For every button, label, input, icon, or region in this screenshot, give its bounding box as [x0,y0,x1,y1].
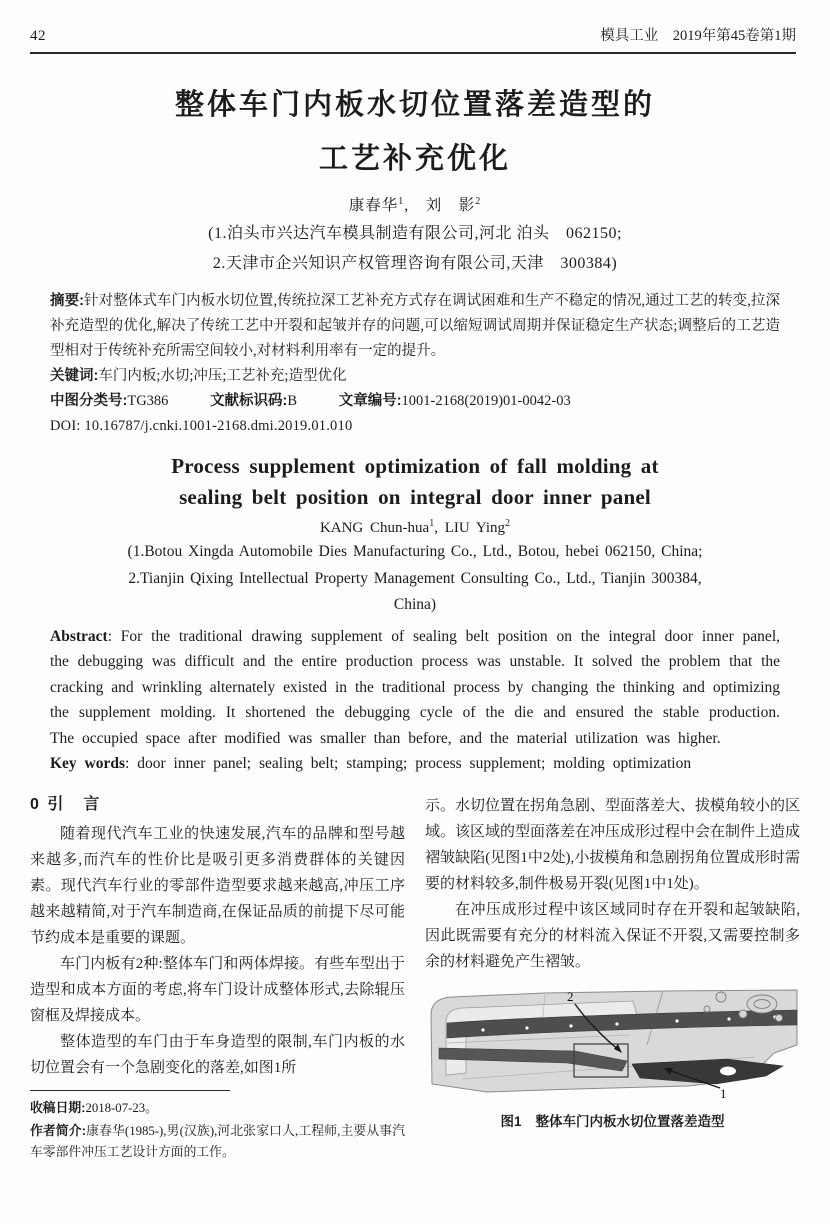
doc-code-value: B [287,393,298,409]
abstract-en-label: Abstract [50,627,108,645]
author-bio-value: 康春华(1985-),男(汉族),河北张家口人,工程师,主要从事汽车零部件冲压工艺设计方面的工作。 [30,1123,406,1159]
authors-zh-separator: , [404,197,426,214]
body-paragraph: 整体造型的车门由于车身造型的限制,车门内板的水切位置会有一个急剧变化的落差,如图1所 [30,1034,405,1076]
article-title-zh [0,78,830,186]
title-zh-line2: 工艺补充优化 [318,143,511,175]
abstract-en [50,624,780,752]
author-zh-1-sup: 1 [398,195,405,207]
right-column [425,793,800,1214]
abstract-zh [50,289,780,364]
author-en-1-sup: 1 [429,518,435,529]
figure-label-1: 1 [720,1086,727,1099]
english-meta-block [50,624,780,777]
abstract-zh-text: 针对整体式车门内板水切位置,传统拉深工艺补充方式存在调试困难和生产不稳定的情况,通过工艺的转变,拉深补充造型的优化,解决了传统工艺中开裂和起皱并存的问题,可以缩短调试周期并保证稳定生产状态;调整后的工艺造型相对于传统补充所需空间较小,对材料利用率有一定的提升。 [50,293,780,359]
body-paragraph: 随着现代汽车工业的快速发展,汽车的品牌和型号越来越多,而汽车的性价比是吸引更多消费群体的关键因素。现代汽车行业的零部件造型要求越来越高,冲压工序越来越精简,对于汽车制造商,在保证品质的前提下尽可能节约成本是重要的课题。 [30,826,405,946]
article-title-en [0,451,830,513]
author-zh-2: 刘 影 [425,197,476,214]
front-matter [0,78,830,777]
received-date-label: 收稿日期: [30,1100,86,1115]
figure-1 [425,987,800,1135]
doi: DOI: 10.16787/j.cnki.1001-2168.dmi.2019.01.010 [50,418,353,434]
body-paragraph: 在冲压成形过程中该区域同时存在开裂和起皱缺陷,因此既需要有充分的材料流入保证不开裂,又需要控制多余的材料避免产生褶皱。 [425,902,800,970]
title-zh-line1: 整体车门内板水切位置落差造型的 [174,89,655,121]
article-id-label: 文章编号: [338,393,402,409]
keywords-en [50,751,780,777]
clc-value: TG386 [127,393,169,409]
author-en-2-sup: 2 [505,518,511,529]
keywords-en-label: Key words [50,755,126,772]
affiliations-zh [0,219,830,279]
affiliation-en-3: China) [393,596,437,613]
figure-caption-text: 整体车门内板水切位置落差造型 [535,1114,725,1129]
affiliation-en-1: (1.Botou Xingda Automobile Dies Manufacturing Co., Ltd., Botou, hebei 062150, China; [127,543,703,560]
classification-row [50,389,780,414]
author-zh-2-sup: 2 [475,195,482,207]
clc-label: 中图分类号: [50,393,128,409]
figure-caption [425,1109,800,1135]
figure-label-2: 2 [567,989,574,1004]
keywords-zh-label: 关键词: [50,368,99,384]
figure-tag: 图1 [500,1114,522,1129]
article-id-pair [339,389,571,414]
affiliation-zh-1: (1.泊头市兴达汽车模具制造有限公司,河北 泊头 062150; [208,225,622,242]
chinese-meta-block [50,289,780,439]
title-en-line1: Process supplement optimization of fall molding at [171,454,659,478]
authors-en-separator: , [434,520,445,536]
journal-info: 模具工业 2019年第45卷第1期 [600,28,796,44]
body-columns [30,793,800,1214]
body-paragraph: 示。水切位置在拐角急剧、型面落差大、拔模角较小的区域。该区域的型面落差在冲压成形过程中会在制件上造成褶皱缺陷(见图1中2处),小拔模角和急剧拐角位置成形时需要的材料较多,制件极易开裂(见图1中1处)。 [425,798,801,892]
left-column [30,793,405,1214]
door-inner-panel-figure [425,987,800,1099]
body-paragraph: 车门内板有2种:整体车门和两体焊接。有些车型出于造型和成本方面的考虑,将车门设计成整体形式,去除辊压窗框及焊接成本。 [30,956,405,1024]
keywords-zh [50,364,780,389]
affiliation-en-2: 2.Tianjin Qixing Intellectual Property Management Consulting Co., Ltd., Tianjin 300384, [128,569,702,587]
wedge-hole [720,1067,736,1076]
doc-code-pair [210,389,297,414]
received-date-value: 2018-07-23。 [85,1101,158,1115]
section-heading-intro: 0 引 言 [30,796,102,813]
abstract-zh-label: 摘要: [50,293,84,309]
page-number: 42 [30,28,46,44]
author-en-1: KANG Chun-hua [319,520,430,536]
affiliation-zh-2: 2.天津市企兴知识产权管理咨询有限公司,天津 300384) [212,255,618,272]
author-bio [30,1120,405,1164]
keywords-zh-text: 车门内板;水切;冲压;工艺补充;造型优化 [98,368,347,384]
footnote-rule [30,1090,230,1091]
affiliations-en [0,539,830,619]
authors-en [0,518,830,537]
doc-code-label: 文献标识码: [210,393,288,409]
title-en-line2: sealing belt position on integral door inner panel [179,485,651,509]
clc-pair [50,389,168,414]
received-date [30,1097,405,1120]
abstract-en-text: : For the traditional drawing supplement of sealing belt position on the integral door inner panel, the debugging was difficult and the entire production process was unstable. It solved the problem that the cracking and wrinkling alternately existed in the traditional process by changing the thinking and optimizing the supplement molding. It shortened the debugging cycle of the die and ensured the stable production. The occupied space after modified was smaller than before, and the material utilization was higher. [50,627,780,747]
authors-zh [0,193,830,215]
footnote-block [30,1090,405,1164]
author-en-2: LIU Ying [444,520,506,536]
author-zh-1: 康春华 [348,197,399,214]
author-bio-label: 作者简介: [30,1122,86,1138]
keywords-en-text: : door inner panel; sealing belt; stamping; process supplement; molding optimization [125,755,692,772]
page-header [30,24,796,54]
article-id-value: 1001-2168(2019)01-0042-03 [401,393,571,409]
